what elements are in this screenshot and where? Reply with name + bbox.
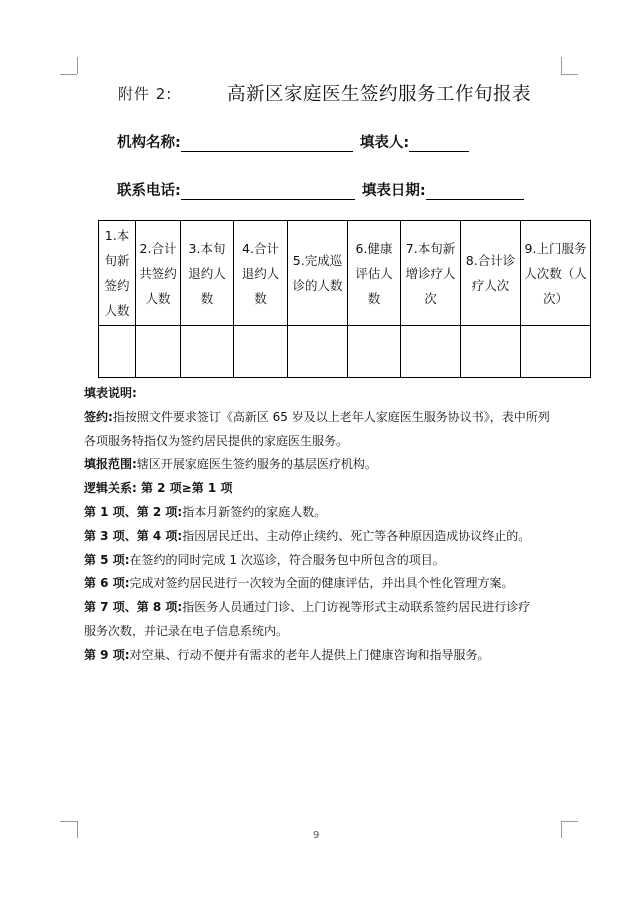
form-row-contact bbox=[117, 179, 524, 200]
column-header: 9.上门服务人次数（人次） bbox=[521, 221, 591, 326]
filler-label: 填表人: bbox=[359, 135, 410, 151]
note-line bbox=[84, 430, 604, 454]
form-row-organization bbox=[117, 131, 469, 152]
column-header: 2.合计共签约人数 bbox=[136, 221, 181, 326]
note-text: 指医务人员通过门诊、上门访视等形式主动联系签约居民进行诊疗 bbox=[182, 600, 531, 615]
date-label: 填表日期: bbox=[361, 183, 426, 199]
table-cell[interactable] bbox=[288, 326, 348, 378]
note-line bbox=[84, 406, 604, 430]
note-label: 第 1 项、第 2 项: bbox=[84, 504, 183, 519]
phone-label: 联系电话: bbox=[117, 183, 181, 199]
filler-field[interactable] bbox=[409, 136, 469, 152]
table-row bbox=[99, 326, 591, 378]
note-label: 第 7 项、第 8 项: bbox=[84, 600, 183, 615]
notes-heading: 填表说明: bbox=[84, 386, 137, 400]
table-cell[interactable] bbox=[181, 326, 234, 378]
note-line bbox=[84, 453, 604, 477]
column-header: 6.健康评估人数 bbox=[348, 221, 401, 326]
page-title: 高新区家庭医生签约服务工作旬报表 bbox=[227, 84, 532, 105]
column-header: 1.本旬新签约人数 bbox=[99, 221, 136, 326]
column-header: 8.合计诊疗人次 bbox=[461, 221, 521, 326]
note-line bbox=[84, 644, 604, 668]
table-cell[interactable] bbox=[461, 326, 521, 378]
note-label: 第 6 项: bbox=[84, 576, 130, 591]
note-line bbox=[84, 620, 604, 644]
note-text: 指本月新签约的家庭人数。 bbox=[182, 504, 327, 519]
note-text: 辖区开展家庭医生签约服务的基层医疗机构。 bbox=[136, 457, 377, 472]
note-label: 逻辑关系: 第 2 项≥第 1 项 bbox=[84, 481, 233, 496]
note-label: 签约: bbox=[84, 409, 113, 424]
note-line bbox=[84, 525, 604, 549]
date-field[interactable] bbox=[426, 184, 524, 200]
note-line bbox=[84, 477, 604, 501]
table-cell[interactable] bbox=[401, 326, 461, 378]
table-cell[interactable] bbox=[136, 326, 181, 378]
note-text: 在签约的同时完成 1 次巡诊，符合服务包中所包含的项目。 bbox=[129, 552, 445, 567]
fill-instructions bbox=[84, 382, 604, 668]
report-table bbox=[98, 220, 591, 378]
table-cell[interactable] bbox=[348, 326, 401, 378]
table-cell[interactable] bbox=[521, 326, 591, 378]
column-header: 4.合计退约人数 bbox=[234, 221, 288, 326]
table-cell[interactable] bbox=[234, 326, 288, 378]
org-label: 机构名称: bbox=[117, 135, 181, 151]
page-number: 9 bbox=[313, 830, 320, 841]
note-text: 对空巢、行动不便并有需求的老年人提供上门健康咨询和指导服务。 bbox=[129, 647, 490, 662]
note-line bbox=[84, 549, 604, 573]
table-cell[interactable] bbox=[99, 326, 136, 378]
note-text: 指因居民迁出、主动停止续约、死亡等各种原因造成协议终止的。 bbox=[182, 528, 531, 543]
attachment-label: 附件 2: bbox=[118, 85, 173, 103]
note-label: 第 9 项: bbox=[84, 647, 130, 662]
note-text: 完成对签约居民进行一次较为全面的健康评估，并出具个性化管理方案。 bbox=[129, 576, 514, 591]
table-header-row bbox=[99, 221, 591, 326]
note-label: 第 5 项: bbox=[84, 552, 130, 567]
column-header: 5.完成巡诊的人数 bbox=[288, 221, 348, 326]
org-name-field[interactable] bbox=[181, 136, 353, 152]
column-header: 7.本旬新增诊疗人次 bbox=[401, 221, 461, 326]
phone-field[interactable] bbox=[181, 184, 355, 200]
note-text: 各项服务特指仅为签约居民提供的家庭医生服务。 bbox=[84, 433, 349, 448]
note-line bbox=[84, 501, 604, 525]
note-text: 指按照文件要求签订《高新区 65 岁及以上老年人家庭医生服务协议书》，表中所列 bbox=[112, 409, 550, 424]
note-text: 服务次数，并记录在电子信息系统内。 bbox=[84, 623, 289, 638]
note-label: 填报范围: bbox=[84, 457, 137, 472]
note-line bbox=[84, 572, 604, 596]
note-line bbox=[84, 596, 604, 620]
note-label: 第 3 项、第 4 项: bbox=[84, 528, 183, 543]
column-header: 3.本旬退约人数 bbox=[181, 221, 234, 326]
